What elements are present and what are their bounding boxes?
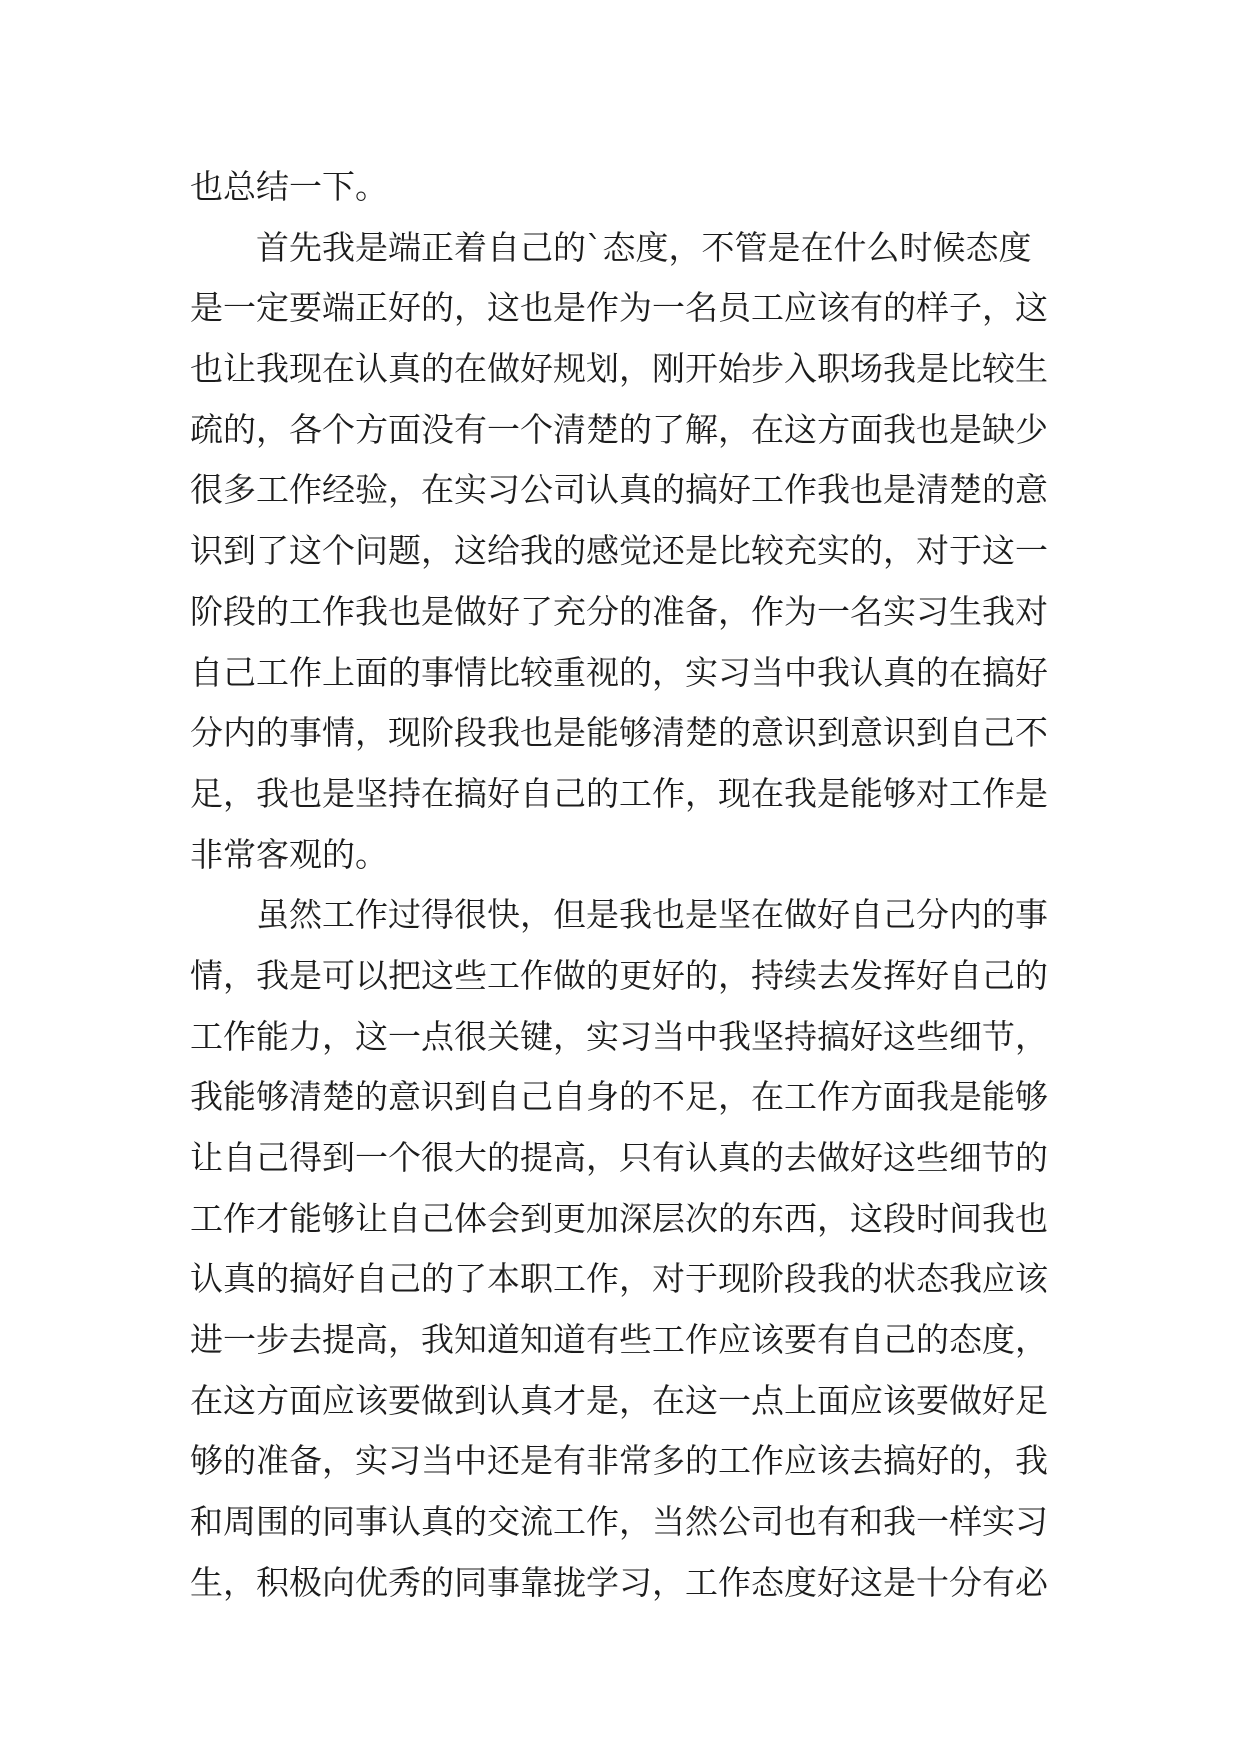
text-line: 在这方面应该要做到认真才是，在这一点上面应该要做好足 <box>190 1380 1048 1420</box>
body-text <box>190 157 1050 1614</box>
text-line: 分内的事情，现阶段我也是能够清楚的意识到意识到自己不 <box>190 713 1048 753</box>
text-line: 是一定要端正好的，这也是作为一名员工应该有的样子，这 <box>190 288 1048 328</box>
text-line: 很多工作经验，在实习公司认真的搞好工作我也是清楚的意 <box>190 470 1048 510</box>
text-line: 首先我是端正着自己的`态度，不管是在什么时候态度 <box>190 227 1032 267</box>
text-line: 虽然工作过得很快，但是我也是坚在做好自己分内的事 <box>190 895 1048 935</box>
text-line: 足，我也是坚持在搞好自己的工作，现在我是能够对工作是 <box>190 773 1048 813</box>
text-line: 我能够清楚的意识到自己自身的不足，在工作方面我是能够 <box>190 1077 1048 1117</box>
text-line: 进一步去提高，我知道知道有些工作应该要有自己的态度， <box>190 1320 1048 1360</box>
text-line: 非常客观的。 <box>190 834 388 874</box>
text-line: 够的准备，实习当中还是有非常多的工作应该去搞好的，我 <box>190 1441 1048 1481</box>
text-line: 和周围的同事认真的交流工作，当然公司也有和我一样实习 <box>190 1502 1048 1542</box>
text-line: 疏的，各个方面没有一个清楚的了解，在这方面我也是缺少 <box>190 409 1048 449</box>
text-line: 自己工作上面的事情比较重视的，实习当中我认真的在搞好 <box>190 652 1048 692</box>
text-line: 让自己得到一个很大的提高，只有认真的去做好这些细节的 <box>190 1138 1048 1177</box>
text-line: 生，积极向优秀的同事靠拢学习，工作态度好这是十分有必 <box>190 1562 1048 1602</box>
text-line: 工作能力，这一点很关键，实习当中我坚持搞好这些细节， <box>190 1016 1048 1056</box>
text-line: 阶段的工作我也是做好了充分的准备，作为一名实习生我对 <box>190 591 1048 631</box>
text-line: 识到了这个问题，这给我的感觉还是比较充实的，对于这一 <box>190 531 1048 571</box>
text-line: 工作才能够让自己体会到更加深层次的东西，这段时间我也 <box>190 1198 1048 1238</box>
text-line: 也总结一下。 <box>190 167 388 206</box>
text-line: 认真的搞好自己的了本职工作，对于现阶段我的状态我应该 <box>190 1259 1048 1299</box>
text-line: 也让我现在认真的在做好规划，刚开始步入职场我是比较生 <box>190 349 1048 389</box>
text-line: 情，我是可以把这些工作做的更好的，持续去发挥好自己的 <box>190 955 1048 995</box>
